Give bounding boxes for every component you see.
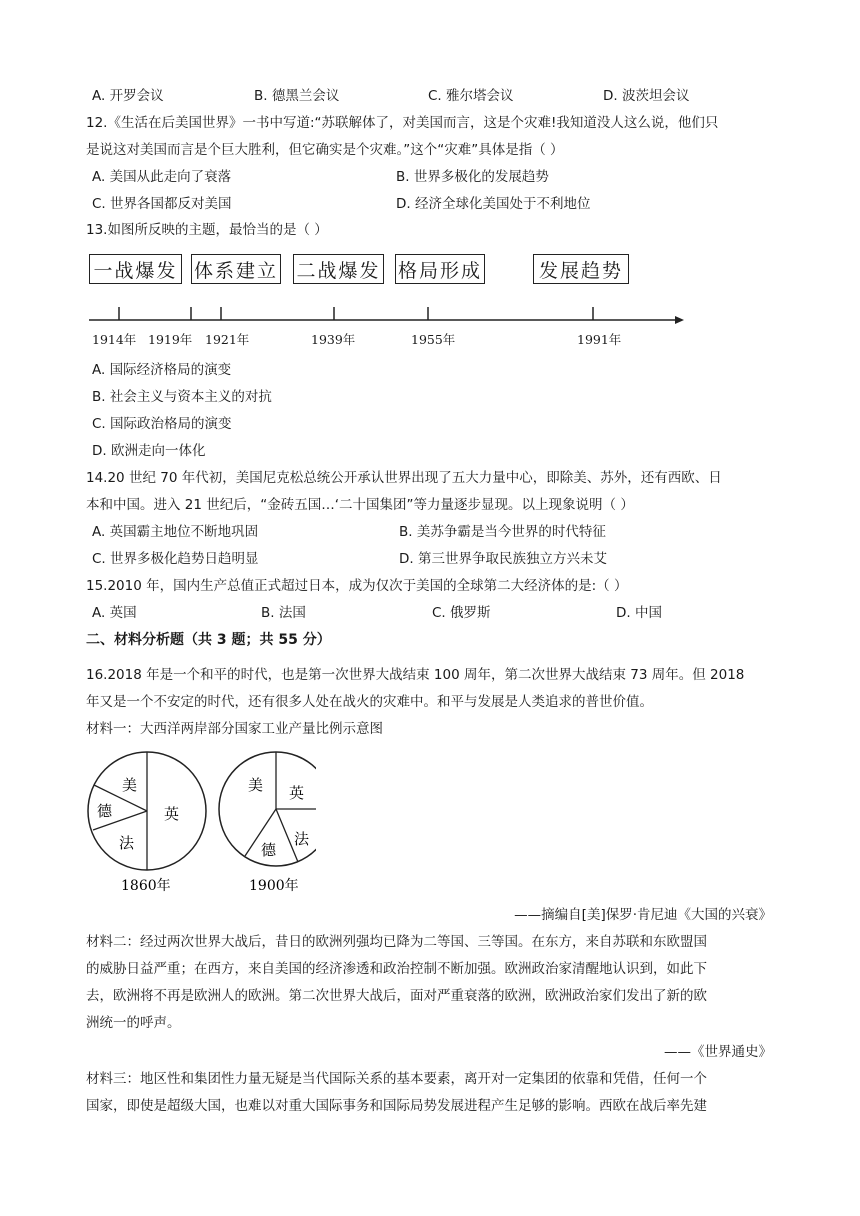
material2-line4: 洲统一的呼声。 bbox=[86, 1015, 181, 1031]
material2-line3: 去，欧洲将不再是欧洲人的欧洲。第二次世界大战后，面对严重衰落的欧洲，欧洲政治家们发出了新的欧 bbox=[86, 988, 707, 1004]
pie-1860-year: 1860年 bbox=[121, 878, 171, 894]
pie-charts bbox=[86, 747, 316, 897]
q12-option-a: A. 美国从此走向了衰落 bbox=[92, 169, 232, 185]
q14-stem-line1: 14.20 世纪 70 年代初，美国尼克松总统公开承认世界出现了五大力量中心，即除美、苏外，还有西欧、日 bbox=[86, 470, 722, 486]
source-2: ——《世界通史》 bbox=[664, 1044, 772, 1060]
material2-line1: 材料二：经过两次世界大战后，昔日的欧洲列强均已降为二等国、三等国。在东方，来自苏联和东欧盟国 bbox=[86, 934, 707, 950]
q14-stem-line2: 本和中国。进入 21 世纪后，“金砖五国…‘二十国集团”等力量逐步显现。以上现象说明（ ） bbox=[86, 497, 634, 513]
q15-option-d: D. 中国 bbox=[616, 605, 662, 621]
timeline-year-1921: 1921年 bbox=[205, 332, 250, 347]
timeline-year-1955: 1955年 bbox=[411, 332, 456, 347]
material3-line1: 材料三：地区性和集团性力量无疑是当代国际关系的基本要素，离开对一定集团的依靠和凭借，任何一个 bbox=[86, 1071, 707, 1087]
q12-stem-line1: 12.《生活在后美国世界》一书中写道:“苏联解体了，对美国而言，这是个灾难!我知道没人这么说，他们只 bbox=[86, 115, 719, 131]
pie-1860-label-fr: 法 bbox=[119, 834, 135, 852]
q13-option-a: A. 国际经济格局的演变 bbox=[92, 362, 232, 378]
pie-1860-label-de: 德 bbox=[97, 802, 113, 820]
timeline-year-1939: 1939年 bbox=[311, 332, 356, 347]
timeline-box-trend: 发展趋势 bbox=[533, 254, 629, 284]
timeline-box-pattern: 格局形成 bbox=[395, 254, 485, 284]
pie-1860 bbox=[88, 752, 206, 870]
pie-1900-year: 1900年 bbox=[249, 878, 299, 894]
q13-stem: 13.如图所反映的主题，最恰当的是（ ） bbox=[86, 222, 328, 238]
q13-option-c: C. 国际政治格局的演变 bbox=[92, 416, 232, 432]
pie-1860-label-uk: 英 bbox=[164, 805, 180, 823]
material3-line2: 国家，即使是超级大国，也难以对重大国际事务和国际局势发展进程产生足够的影响。西欧在战后率先建 bbox=[86, 1098, 707, 1114]
pie-1900 bbox=[219, 752, 316, 866]
q15-option-b: B. 法国 bbox=[261, 605, 306, 621]
q11-option-b: B. 德黑兰会议 bbox=[254, 88, 340, 104]
timeline-year-1919: 1919年 bbox=[148, 332, 193, 347]
pie-1900-label-fr: 法 bbox=[294, 830, 310, 848]
q12-option-b: B. 世界多极化的发展趋势 bbox=[396, 169, 549, 185]
q14-option-a: A. 英国霸主地位不断地巩固 bbox=[92, 524, 259, 540]
material2-line2: 的威胁日益严重；在西方，来自美国的经济渗透和政治控制不断加强。欧洲政治家清醒地认识到，如此下 bbox=[86, 961, 707, 977]
pie-1860-label-us: 美 bbox=[122, 776, 138, 794]
pie-1900-label-de: 德 bbox=[261, 841, 277, 859]
q12-stem-line2: 是说这对美国而言是个巨大胜利，但它确实是个灾难。”这个“灾难”具体是指（ ） bbox=[86, 142, 564, 158]
timeline-year-1914: 1914年 bbox=[92, 332, 137, 347]
q11-option-c: C. 雅尔塔会议 bbox=[428, 88, 514, 104]
timeline-box-ww2: 二战爆发 bbox=[293, 254, 384, 284]
q14-option-b: B. 美苏争霸是当今世界的时代特征 bbox=[399, 524, 606, 540]
q12-option-d: D. 经济全球化美国处于不利地位 bbox=[396, 196, 591, 212]
timeline-box-system: 体系建立 bbox=[191, 254, 281, 284]
q15-stem: 15.2010 年，国内生产总值正式超过日本，成为仅次于美国的全球第二大经济体的是:（ ） bbox=[86, 578, 628, 594]
timeline-year-1991: 1991年 bbox=[577, 332, 622, 347]
q14-option-c: C. 世界多极化趋势日趋明显 bbox=[92, 551, 259, 567]
pie-1900-label-uk: 英 bbox=[289, 784, 305, 802]
q15-option-c: C. 俄罗斯 bbox=[432, 605, 491, 621]
q11-option-d: D. 波茨坦会议 bbox=[603, 88, 690, 104]
q12-option-c: C. 世界各国都反对美国 bbox=[92, 196, 232, 212]
q16-intro-line2: 年又是一个不安定的时代，还有很多人处在战火的灾难中。和平与发展是人类追求的普世价值。 bbox=[86, 694, 653, 710]
q16-intro-line1: 16.2018 年是一个和平的时代，也是第一次世界大战结束 100 周年，第二次世界大战结束 73 周年。但 2018 bbox=[86, 667, 745, 683]
q11-option-a: A. 开罗会议 bbox=[92, 88, 164, 104]
q14-option-d: D. 第三世界争取民族独立方兴未艾 bbox=[399, 551, 607, 567]
q13-option-d: D. 欧洲走向一体化 bbox=[92, 443, 206, 459]
q13-option-b: B. 社会主义与资本主义的对抗 bbox=[92, 389, 272, 405]
section2-title: 二、材料分析题（共 3 题；共 55 分） bbox=[86, 632, 331, 648]
q15-option-a: A. 英国 bbox=[92, 605, 137, 621]
timeline-box-ww1: 一战爆发 bbox=[89, 254, 182, 284]
pie-1900-label-us: 美 bbox=[248, 776, 264, 794]
material1-title: 材料一：大西洋两岸部分国家工业产量比例示意图 bbox=[86, 721, 383, 737]
source-1: ——摘编自[美]保罗·肯尼迪《大国的兴衰》 bbox=[514, 907, 772, 923]
